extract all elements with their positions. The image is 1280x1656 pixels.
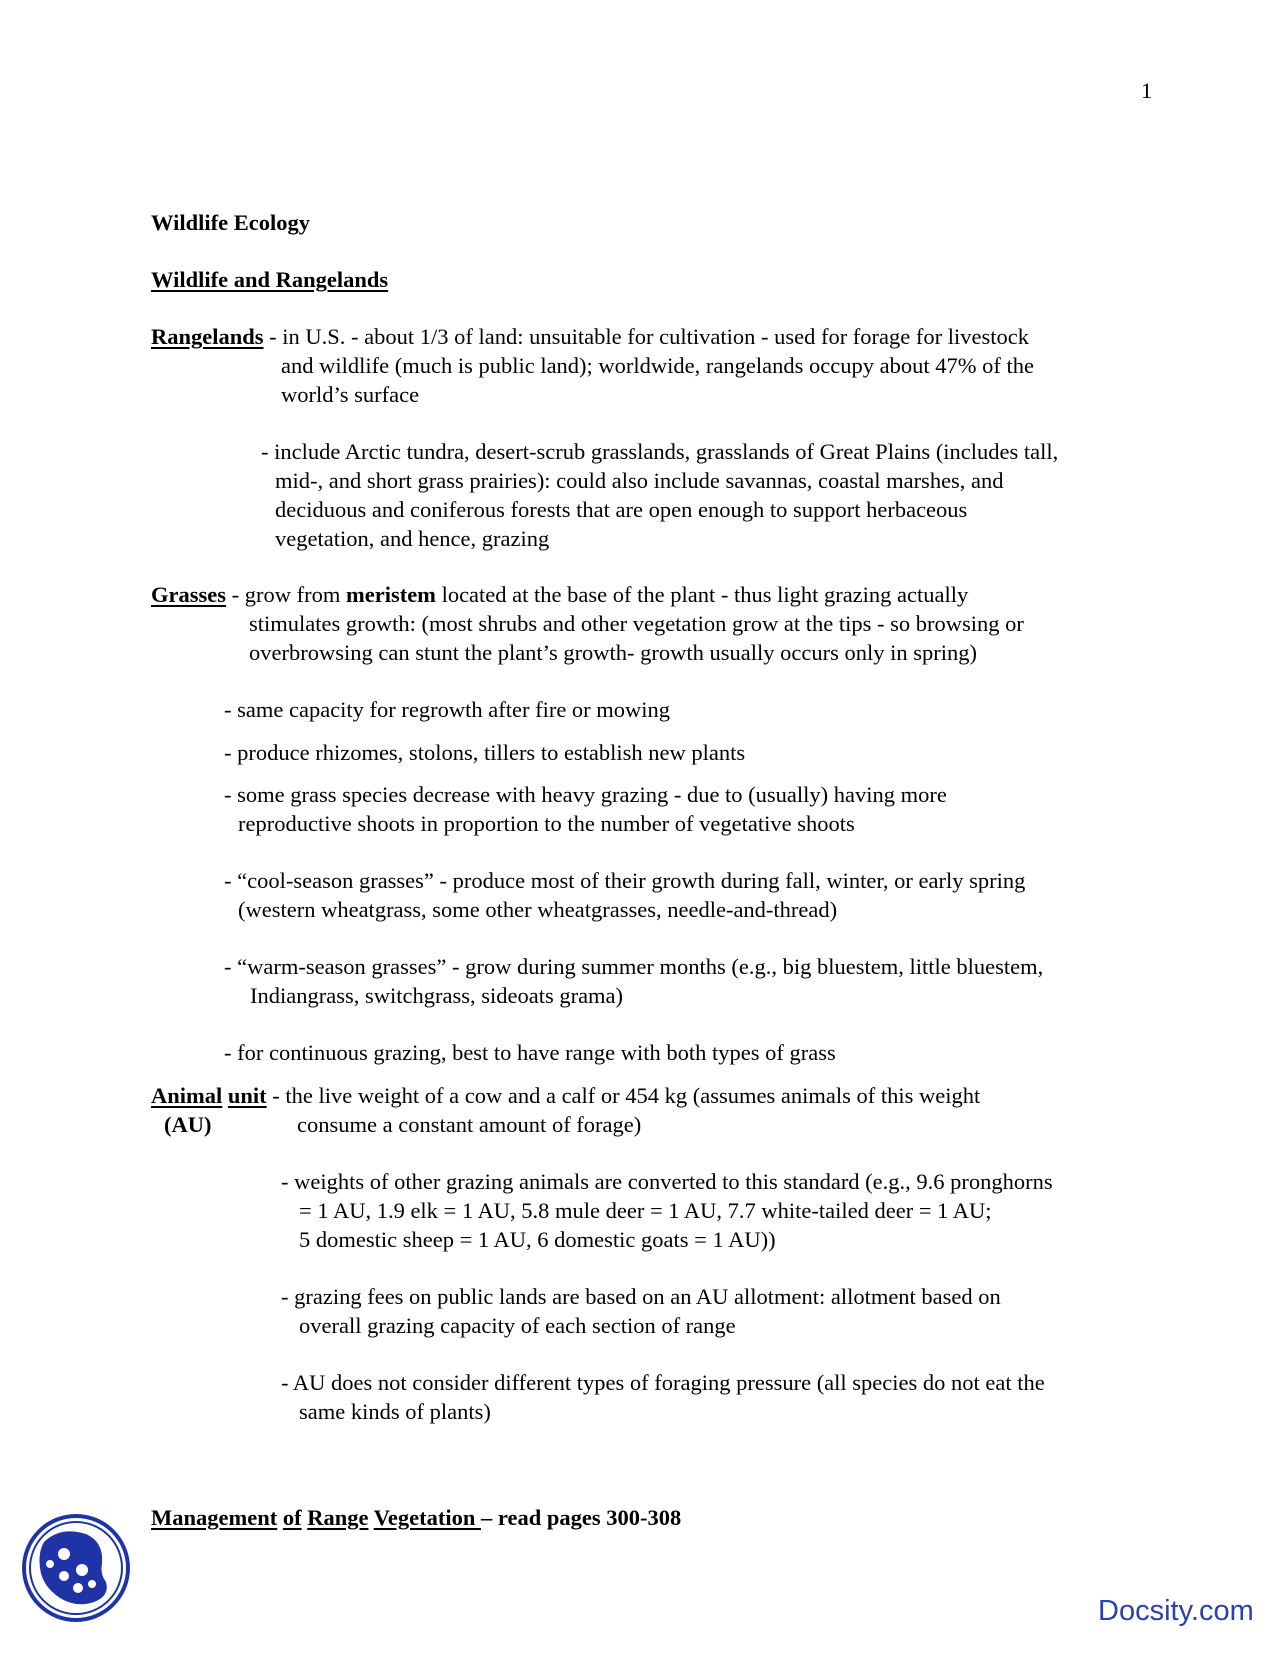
- section-title: Wildlife and Rangelands: [151, 267, 389, 292]
- animal-term: Animal: [151, 1083, 223, 1108]
- docsity-watermark[interactable]: Docsity.com: [1098, 1595, 1254, 1627]
- meristem-term: meristem: [345, 582, 436, 607]
- grasses-definition: Grasses - grow from meristem located at the base of the plant - thus light grazing actually stimulates growth: (most shrubs and other vegetation grow at the tips - so browsing or overbrowsing can stunt the plant’s growth- growth usually occurs only in spring): [151, 582, 1024, 665]
- au-abbreviation: (AU): [164, 1112, 212, 1137]
- course-title: Wildlife Ecology: [151, 210, 310, 235]
- rangelands-include-item: - include Arctic tundra, desert-scrub grasslands, grasslands of Great Plains (includes tall, mid-, and short grass prairies): could also include savannas, coastal marshes, and deciduous and coniferous forests that are open enough to support herbaceous vegetation, and hence, grazing: [261, 439, 1059, 551]
- animal-unit-bullet: - weights of other grazing animals are converted to this standard (e.g., 9.6 pronghorns = 1 AU, 1.9 elk = 1 AU, 5.8 mule deer = 1 AU, 7.7 white-tailed deer = 1 AU; 5 domestic sheep = 1 AU, 6 domestic goats = 1 AU)): [281, 1169, 1053, 1252]
- grasses-term: Grasses: [151, 582, 226, 607]
- rangelands-definition: Rangelands - in U.S. - about 1/3 of land: unsuitable for cultivation - used for forage for livestock and wildlife (much is public land); worldwide, rangelands occupy about 47% of the world’s surface: [151, 324, 1034, 407]
- unit-term: unit: [227, 1083, 267, 1108]
- rangelands-term: Rangelands: [151, 324, 264, 349]
- grasses-bullet: - produce rhizomes, stolons, tillers to establish new plants: [224, 740, 746, 765]
- animal-unit-bullet: - AU does not consider different types of foraging pressure (all species do not eat the same kinds of plants): [281, 1370, 1045, 1424]
- grasses-bullet: - same capacity for regrowth after fire or mowing: [224, 697, 671, 722]
- grasses-bullet: - for continuous grazing, best to have range with both types of grass: [224, 1040, 836, 1065]
- animal-unit-definition: Animal unit - the live weight of a cow and a calf or 454 kg (assumes animals of this weight (AU) consume a constant amount of forage): [151, 1083, 981, 1137]
- management-heading: Management of Range Vegetation – read pages 300-308: [151, 1505, 682, 1530]
- grasses-bullet: - “warm-season grasses” - grow during summer months (e.g., big bluestem, little bluestem, Indiangrass, switchgrass, sideoats grama): [224, 954, 1044, 1008]
- animal-unit-bullet: - grazing fees on public lands are based on an AU allotment: allotment based on overall grazing capacity of each section of range: [281, 1284, 1001, 1338]
- docsity-logo-icon: [20, 1512, 132, 1624]
- page-number: 1: [1141, 78, 1153, 103]
- grasses-bullet: - some grass species decrease with heavy grazing - due to (usually) having more reproductive shoots in proportion to the number of vegetative shoots: [224, 782, 947, 836]
- grasses-bullet: - “cool-season grasses” - produce most of their growth during fall, winter, or early spring (western wheatgrass, some other wheatgrasses, needle-and-thread): [224, 868, 1026, 922]
